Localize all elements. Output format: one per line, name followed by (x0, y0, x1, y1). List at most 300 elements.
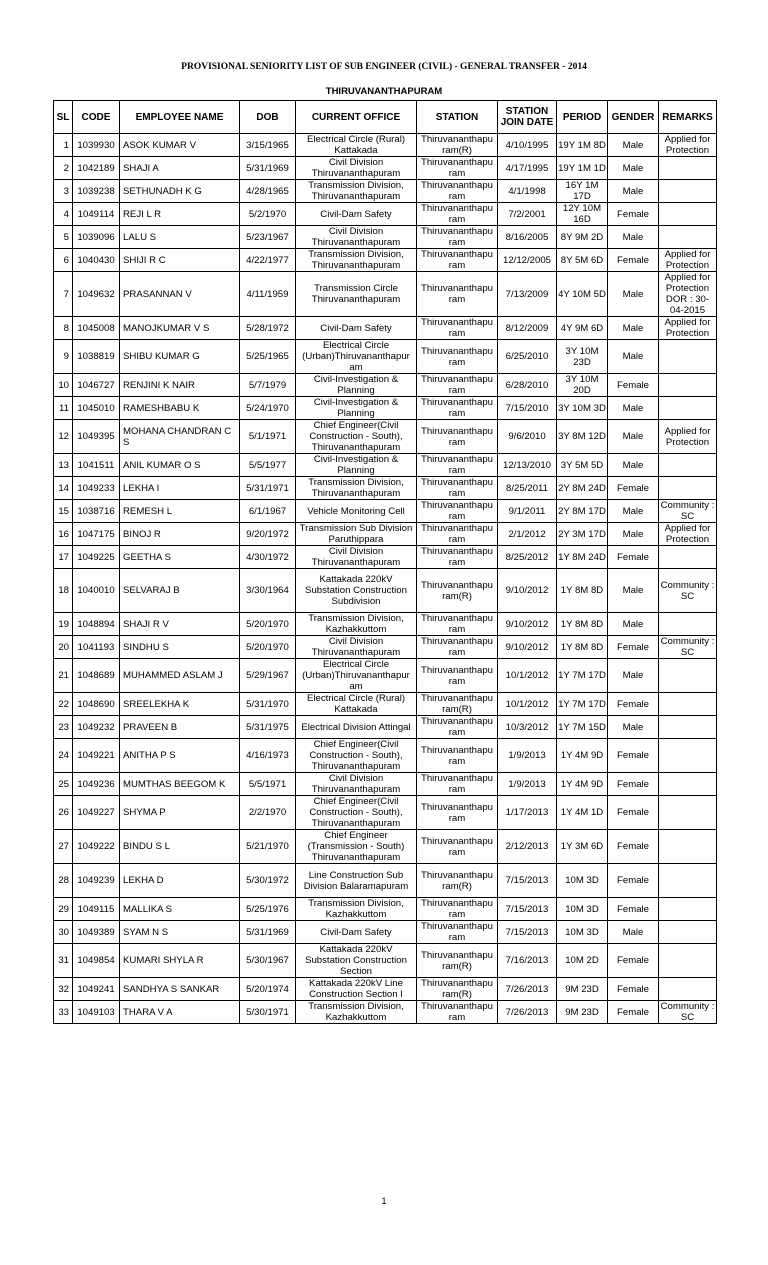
col-header-employee-name: EMPLOYEE NAME (120, 101, 240, 134)
table-row (54, 374, 717, 397)
employee-name-cell: RAMESHBABU K (120, 397, 240, 420)
join-date-cell: 9/10/2012 (498, 613, 557, 636)
station-cell: Thiruvananthapu ram (417, 1001, 498, 1024)
dob-cell: 5/28/1972 (240, 317, 296, 340)
dob-cell: 5/23/1967 (240, 226, 296, 249)
gender-cell: Male (608, 420, 659, 454)
table-row (54, 773, 717, 796)
join-date-cell: 7/15/2013 (498, 864, 557, 898)
employee-name-cell: THARA V A (120, 1001, 240, 1024)
sl-cell: 8 (54, 317, 73, 340)
join-date-cell: 8/25/2011 (498, 477, 557, 500)
station-cell: Thiruvananthapu ram(R) (417, 978, 498, 1001)
join-date-cell: 9/10/2012 (498, 636, 557, 659)
table-row (54, 921, 717, 944)
period-cell: 3Y 5M 5D (557, 454, 608, 477)
remarks-cell (659, 773, 717, 796)
employee-name-cell: MUHAMMED ASLAM J (120, 659, 240, 693)
current-office-cell: Chief Engineer(Civil Construction - South), Thiruvananthapuram (296, 739, 417, 773)
seniority-table (53, 100, 717, 1024)
period-cell: 2Y 8M 17D (557, 500, 608, 523)
code-cell: 1049103 (73, 1001, 120, 1024)
code-cell: 1048690 (73, 693, 120, 716)
employee-name-cell: SHYMA P (120, 796, 240, 830)
table-row (54, 693, 717, 716)
table-row (54, 157, 717, 180)
table-row (54, 340, 717, 374)
join-date-cell: 8/12/2009 (498, 317, 557, 340)
remarks-cell (659, 613, 717, 636)
employee-name-cell: BINOJ R (120, 523, 240, 546)
col-header-station: STATION (417, 101, 498, 134)
sl-cell: 6 (54, 249, 73, 272)
sl-cell: 23 (54, 716, 73, 739)
remarks-cell (659, 203, 717, 226)
sl-cell: 18 (54, 569, 73, 613)
code-cell: 1049389 (73, 921, 120, 944)
period-cell: 1Y 4M 1D (557, 796, 608, 830)
join-date-cell: 7/13/2009 (498, 272, 557, 317)
join-date-cell: 1/9/2013 (498, 773, 557, 796)
station-cell: Thiruvananthapu ram (417, 420, 498, 454)
employee-name-cell: LEKHA I (120, 477, 240, 500)
employee-name-cell: SREELEKHA K (120, 693, 240, 716)
employee-name-cell: SANDHYA S SANKAR (120, 978, 240, 1001)
code-cell: 1040010 (73, 569, 120, 613)
current-office-cell: Transmission Division, Kazhakkuttom (296, 898, 417, 921)
sl-cell: 9 (54, 340, 73, 374)
period-cell: 1Y 4M 9D (557, 739, 608, 773)
employee-name-cell: GEETHA S (120, 546, 240, 569)
join-date-cell: 12/13/2010 (498, 454, 557, 477)
remarks-cell (659, 374, 717, 397)
code-cell: 1038819 (73, 340, 120, 374)
sl-cell: 2 (54, 157, 73, 180)
join-date-cell: 9/6/2010 (498, 420, 557, 454)
station-cell: Thiruvananthapu ram (417, 830, 498, 864)
period-cell: 10M 3D (557, 921, 608, 944)
employee-name-cell: SELVARAJ B (120, 569, 240, 613)
join-date-cell: 7/15/2010 (498, 397, 557, 420)
period-cell: 10M 3D (557, 864, 608, 898)
employee-name-cell: MOHANA CHANDRAN C S (120, 420, 240, 454)
dob-cell: 5/21/1970 (240, 830, 296, 864)
col-header-dob: DOB (240, 101, 296, 134)
station-cell: Thiruvananthapu ram (417, 773, 498, 796)
employee-name-cell: ANITHA P S (120, 739, 240, 773)
period-cell: 19Y 1M 8D (557, 134, 608, 157)
station-cell: Thiruvananthapu ram (417, 374, 498, 397)
dob-cell: 6/1/1967 (240, 500, 296, 523)
employee-name-cell: PRASANNAN V (120, 272, 240, 317)
station-cell: Thiruvananthapu ram(R) (417, 134, 498, 157)
remarks-cell: Applied for Protection (659, 249, 717, 272)
remarks-cell (659, 693, 717, 716)
col-header-remarks: REMARKS (659, 101, 717, 134)
station-cell: Thiruvananthapu ram (417, 921, 498, 944)
remarks-cell (659, 397, 717, 420)
remarks-cell (659, 546, 717, 569)
gender-cell: Female (608, 796, 659, 830)
document-title: PROVISIONAL SENIORITY LIST OF SUB ENGINEER (CIVIL) - GENERAL TRANSFER - 2014 (181, 62, 587, 72)
gender-cell: Female (608, 546, 659, 569)
employee-name-cell: BINDU S L (120, 830, 240, 864)
current-office-cell: Vehicle Monitoring Cell (296, 500, 417, 523)
employee-name-cell: REJI L R (120, 203, 240, 226)
current-office-cell: Civil-Investigation & Planning (296, 397, 417, 420)
remarks-cell (659, 340, 717, 374)
period-cell: 3Y 10M 3D (557, 397, 608, 420)
gender-cell: Male (608, 659, 659, 693)
remarks-cell (659, 716, 717, 739)
table-row (54, 569, 717, 613)
join-date-cell: 9/1/2011 (498, 500, 557, 523)
period-cell: 9M 23D (557, 978, 608, 1001)
document-subtitle: THIRUVANANTHAPURAM (325, 86, 443, 97)
col-header-code: CODE (73, 101, 120, 134)
period-cell: 2Y 3M 17D (557, 523, 608, 546)
remarks-cell (659, 226, 717, 249)
period-cell: 1Y 7M 17D (557, 659, 608, 693)
sl-cell: 10 (54, 374, 73, 397)
col-header-station-join-date: STATION JOIN DATE (498, 101, 557, 134)
employee-name-cell: PRAVEEN B (120, 716, 240, 739)
dob-cell: 4/30/1972 (240, 546, 296, 569)
period-cell: 2Y 8M 24D (557, 477, 608, 500)
period-cell: 1Y 7M 15D (557, 716, 608, 739)
dob-cell: 4/16/1973 (240, 739, 296, 773)
dob-cell: 4/28/1965 (240, 180, 296, 203)
gender-cell: Female (608, 864, 659, 898)
code-cell: 1039238 (73, 180, 120, 203)
current-office-cell: Civil Division Thiruvananthapuram (296, 157, 417, 180)
employee-name-cell: SETHUNADH K G (120, 180, 240, 203)
period-cell: 4Y 9M 6D (557, 317, 608, 340)
code-cell: 1049632 (73, 272, 120, 317)
employee-name-cell: SHAJI R V (120, 613, 240, 636)
remarks-cell (659, 978, 717, 1001)
table-row (54, 739, 717, 773)
station-cell: Thiruvananthapu ram (417, 523, 498, 546)
remarks-cell (659, 739, 717, 773)
code-cell: 1045010 (73, 397, 120, 420)
period-cell: 10M 2D (557, 944, 608, 978)
dob-cell: 5/31/1969 (240, 921, 296, 944)
dob-cell: 5/5/1977 (240, 454, 296, 477)
sl-cell: 31 (54, 944, 73, 978)
station-cell: Thiruvananthapu ram (417, 249, 498, 272)
period-cell: 3Y 10M 20D (557, 374, 608, 397)
current-office-cell: Civil-Investigation & Planning (296, 374, 417, 397)
sl-cell: 29 (54, 898, 73, 921)
dob-cell: 5/7/1979 (240, 374, 296, 397)
sl-cell: 1 (54, 134, 73, 157)
dob-cell: 4/11/1959 (240, 272, 296, 317)
station-cell: Thiruvananthapu ram(R) (417, 864, 498, 898)
sl-cell: 32 (54, 978, 73, 1001)
station-cell: Thiruvananthapu ram (417, 898, 498, 921)
col-header-gender: GENDER (608, 101, 659, 134)
table-row (54, 477, 717, 500)
period-cell: 16Y 1M 17D (557, 180, 608, 203)
current-office-cell: Civil Division Thiruvananthapuram (296, 226, 417, 249)
dob-cell: 5/31/1970 (240, 693, 296, 716)
code-cell: 1049225 (73, 546, 120, 569)
remarks-cell: Applied for Protection (659, 317, 717, 340)
employee-name-cell: RENJINI K NAIR (120, 374, 240, 397)
gender-cell: Male (608, 500, 659, 523)
period-cell: 4Y 10M 5D (557, 272, 608, 317)
table-row (54, 249, 717, 272)
remarks-cell (659, 898, 717, 921)
remarks-cell: Applied for Protection (659, 523, 717, 546)
table-row (54, 864, 717, 898)
code-cell: 1038716 (73, 500, 120, 523)
col-header-sl: SL (54, 101, 73, 134)
dob-cell: 5/20/1974 (240, 978, 296, 1001)
station-cell: Thiruvananthapu ram(R) (417, 569, 498, 613)
current-office-cell: Electrical Division Attingal (296, 716, 417, 739)
table-row (54, 978, 717, 1001)
remarks-cell (659, 796, 717, 830)
station-cell: Thiruvananthapu ram (417, 157, 498, 180)
dob-cell: 5/25/1965 (240, 340, 296, 374)
remarks-cell: Applied for Protection DOR : 30-04-2015 (659, 272, 717, 317)
period-cell: 3Y 10M 23D (557, 340, 608, 374)
gender-cell: Male (608, 157, 659, 180)
join-date-cell: 10/1/2012 (498, 693, 557, 716)
join-date-cell: 7/26/2013 (498, 978, 557, 1001)
remarks-cell: Applied for Protection (659, 420, 717, 454)
sl-cell: 14 (54, 477, 73, 500)
employee-name-cell: LALU S (120, 226, 240, 249)
dob-cell: 5/30/1971 (240, 1001, 296, 1024)
table-row (54, 636, 717, 659)
gender-cell: Male (608, 272, 659, 317)
station-cell: Thiruvananthapu ram (417, 613, 498, 636)
join-date-cell: 7/2/2001 (498, 203, 557, 226)
gender-cell: Female (608, 944, 659, 978)
table-row (54, 203, 717, 226)
dob-cell: 5/30/1967 (240, 944, 296, 978)
station-cell: Thiruvananthapu ram (417, 477, 498, 500)
join-date-cell: 7/16/2013 (498, 944, 557, 978)
period-cell: 12Y 10M 16D (557, 203, 608, 226)
sl-cell: 27 (54, 830, 73, 864)
join-date-cell: 9/10/2012 (498, 569, 557, 613)
code-cell: 1049221 (73, 739, 120, 773)
remarks-cell (659, 477, 717, 500)
table-row (54, 500, 717, 523)
station-cell: Thiruvananthapu ram (417, 203, 498, 226)
table-row (54, 898, 717, 921)
sl-cell: 22 (54, 693, 73, 716)
dob-cell: 5/24/1970 (240, 397, 296, 420)
current-office-cell: Kattakada 220kV Substation Construction Section (296, 944, 417, 978)
sl-cell: 7 (54, 272, 73, 317)
code-cell: 1049227 (73, 796, 120, 830)
station-cell: Thiruvananthapu ram (417, 454, 498, 477)
sl-cell: 20 (54, 636, 73, 659)
join-date-cell: 7/15/2013 (498, 921, 557, 944)
sl-cell: 12 (54, 420, 73, 454)
current-office-cell: Civil Division Thiruvananthapuram (296, 773, 417, 796)
code-cell: 1047175 (73, 523, 120, 546)
current-office-cell: Chief Engineer(Civil Construction - South), Thiruvananthapuram (296, 796, 417, 830)
station-cell: Thiruvananthapu ram (417, 397, 498, 420)
col-header-period: PERIOD (557, 101, 608, 134)
remarks-cell: Applied for Protection (659, 134, 717, 157)
join-date-cell: 6/28/2010 (498, 374, 557, 397)
gender-cell: Male (608, 613, 659, 636)
dob-cell: 5/25/1976 (240, 898, 296, 921)
table-row (54, 716, 717, 739)
dob-cell: 5/20/1970 (240, 636, 296, 659)
code-cell: 1039096 (73, 226, 120, 249)
station-cell: Thiruvananthapu ram (417, 796, 498, 830)
join-date-cell: 6/25/2010 (498, 340, 557, 374)
join-date-cell: 4/17/1995 (498, 157, 557, 180)
current-office-cell: Civil-Dam Safety (296, 921, 417, 944)
sl-cell: 15 (54, 500, 73, 523)
table-row (54, 1001, 717, 1024)
table-body (54, 134, 717, 1024)
code-cell: 1039930 (73, 134, 120, 157)
current-office-cell: Transmission Division, Thiruvananthapuram (296, 249, 417, 272)
code-cell: 1049115 (73, 898, 120, 921)
sl-cell: 25 (54, 773, 73, 796)
employee-name-cell: SHAJI A (120, 157, 240, 180)
dob-cell: 9/20/1972 (240, 523, 296, 546)
table-row (54, 546, 717, 569)
period-cell: 9M 23D (557, 1001, 608, 1024)
period-cell: 1Y 8M 8D (557, 636, 608, 659)
period-cell: 1Y 8M 24D (557, 546, 608, 569)
station-cell: Thiruvananthapu ram (417, 340, 498, 374)
current-office-cell: Transmission Division, Thiruvananthapuram (296, 477, 417, 500)
code-cell: 1049233 (73, 477, 120, 500)
current-office-cell: Electrical Circle (Urban)Thiruvananthapur am (296, 659, 417, 693)
gender-cell: Female (608, 249, 659, 272)
current-office-cell: Transmission Division, Kazhakkuttom (296, 613, 417, 636)
period-cell: 1Y 8M 8D (557, 613, 608, 636)
gender-cell: Male (608, 226, 659, 249)
code-cell: 1046727 (73, 374, 120, 397)
sl-cell: 26 (54, 796, 73, 830)
join-date-cell: 1/17/2013 (498, 796, 557, 830)
gender-cell: Female (608, 773, 659, 796)
station-cell: Thiruvananthapu ram (417, 636, 498, 659)
current-office-cell: Kattakada 220kV Line Construction Section I (296, 978, 417, 1001)
table-row (54, 420, 717, 454)
join-date-cell: 7/26/2013 (498, 1001, 557, 1024)
gender-cell: Male (608, 317, 659, 340)
dob-cell: 5/5/1971 (240, 773, 296, 796)
dob-cell: 3/15/1965 (240, 134, 296, 157)
gender-cell: Male (608, 716, 659, 739)
dob-cell: 3/30/1964 (240, 569, 296, 613)
current-office-cell: Kattakada 220kV Substation Construction Subdivision (296, 569, 417, 613)
dob-cell: 5/31/1971 (240, 477, 296, 500)
gender-cell: Male (608, 134, 659, 157)
gender-cell: Female (608, 739, 659, 773)
page-number: 1 (381, 1196, 387, 1206)
current-office-cell: Civil-Dam Safety (296, 203, 417, 226)
employee-name-cell: REMESH L (120, 500, 240, 523)
current-office-cell: Civil Division Thiruvananthapuram (296, 636, 417, 659)
code-cell: 1049854 (73, 944, 120, 978)
remarks-cell: Community : SC (659, 569, 717, 613)
sl-cell: 11 (54, 397, 73, 420)
gender-cell: Female (608, 374, 659, 397)
code-cell: 1049241 (73, 978, 120, 1001)
remarks-cell: Community : SC (659, 1001, 717, 1024)
dob-cell: 5/31/1969 (240, 157, 296, 180)
current-office-cell: Transmission Division, Kazhakkuttom (296, 1001, 417, 1024)
remarks-cell (659, 864, 717, 898)
table-row (54, 454, 717, 477)
current-office-cell: Electrical Circle (Rural) Kattakada (296, 693, 417, 716)
sl-cell: 21 (54, 659, 73, 693)
period-cell: 10M 3D (557, 898, 608, 921)
station-cell: Thiruvananthapu ram (417, 716, 498, 739)
join-date-cell: 8/16/2005 (498, 226, 557, 249)
sl-cell: 24 (54, 739, 73, 773)
remarks-cell (659, 454, 717, 477)
code-cell: 1049222 (73, 830, 120, 864)
current-office-cell: Chief Engineer (Transmission - South) Thiruvananthapuram (296, 830, 417, 864)
gender-cell: Male (608, 397, 659, 420)
table-row (54, 226, 717, 249)
code-cell: 1049232 (73, 716, 120, 739)
gender-cell: Female (608, 1001, 659, 1024)
station-cell: Thiruvananthapu ram (417, 272, 498, 317)
dob-cell: 5/31/1975 (240, 716, 296, 739)
header-row (54, 101, 717, 134)
current-office-cell: Civil-Dam Safety (296, 317, 417, 340)
dob-cell: 5/1/1971 (240, 420, 296, 454)
code-cell: 1042189 (73, 157, 120, 180)
employee-name-cell: MUMTHAS BEEGOM K (120, 773, 240, 796)
remarks-cell: Community : SC (659, 500, 717, 523)
table-row (54, 397, 717, 420)
employee-name-cell: MANOJKUMAR V S (120, 317, 240, 340)
gender-cell: Female (608, 636, 659, 659)
period-cell: 8Y 9M 2D (557, 226, 608, 249)
sl-cell: 33 (54, 1001, 73, 1024)
employee-name-cell: SHIBU KUMAR G (120, 340, 240, 374)
remarks-cell: Community : SC (659, 636, 717, 659)
gender-cell: Male (608, 569, 659, 613)
station-cell: Thiruvananthapu ram (417, 739, 498, 773)
code-cell: 1045008 (73, 317, 120, 340)
period-cell: 1Y 4M 9D (557, 773, 608, 796)
period-cell: 1Y 8M 8D (557, 569, 608, 613)
remarks-cell (659, 157, 717, 180)
current-office-cell: Electrical Circle (Urban)Thiruvananthapur am (296, 340, 417, 374)
table-row (54, 523, 717, 546)
gender-cell: Female (608, 477, 659, 500)
join-date-cell: 1/9/2013 (498, 739, 557, 773)
gender-cell: Female (608, 830, 659, 864)
gender-cell: Female (608, 203, 659, 226)
sl-cell: 4 (54, 203, 73, 226)
period-cell: 1Y 7M 17D (557, 693, 608, 716)
table-row (54, 659, 717, 693)
code-cell: 1041193 (73, 636, 120, 659)
table-row (54, 272, 717, 317)
station-cell: Thiruvananthapu ram(R) (417, 944, 498, 978)
